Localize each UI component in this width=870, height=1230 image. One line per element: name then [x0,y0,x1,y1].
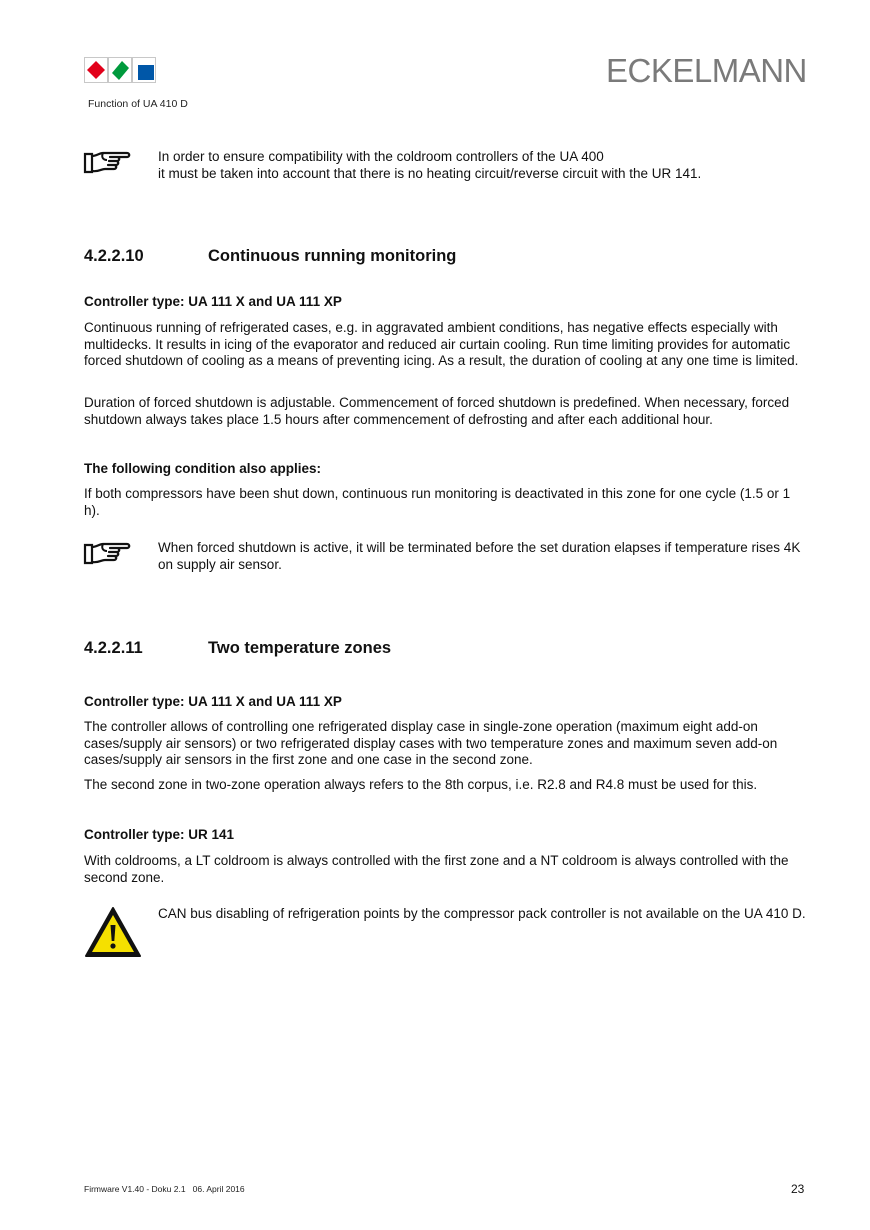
paragraph: The second zone in two-zone operation always refers to the 8th corpus, i.e. R2.8 and R4.8 must be used for this. [84,777,758,792]
controller-type-heading: Controller type: UA 111 X and UA 111 XP [84,694,342,709]
forced-shutdown-note: When forced shutdown is active, it will be terminated before the set duration elapses if temperature rises 4K on supply air sensor. [158,540,801,572]
section-number: 4.2.2.10 [84,247,144,265]
section-title: Continuous running monitoring [208,247,457,265]
controller-type-heading: Controller type: UA 111 X and UA 111 XP [84,294,342,309]
section-number: 4.2.2.11 [84,639,143,657]
compatibility-note [158,149,798,182]
warning-triangle-icon [84,906,142,958]
page-number: 23 [791,1182,805,1196]
note-line-1: In order to ensure compatibility with the coldroom controllers of the UA 400 [158,149,604,164]
pointing-hand-icon [83,150,133,178]
company-logo-icon [84,57,156,83]
pointing-hand-icon [83,541,133,569]
paragraph: Duration of forced shutdown is adjustable. Commencement of forced shutdown is predefined. When necessary, forced shutdown always takes place 1.5 hours after commencement of defrosting and after each additional hour. [84,395,790,427]
can-bus-warning: CAN bus disabling of refrigeration points by the compressor pack controller is not available on the UA 410 D. [158,906,806,921]
note-line-2: it must be taken into account that there is no heating circuit/reverse circuit with the UR 141. [158,165,702,181]
section-heading-continuous-running [84,247,456,266]
paragraph: If both compressors have been shut down, continuous run monitoring is deactivated in this zone for one cycle (1.5 or 1 h). [84,486,791,518]
section-title: Two temperature zones [208,639,392,657]
brand-name: ECKELMANN [606,52,807,89]
condition-heading: The following condition also applies: [84,461,322,476]
running-head: Function of UA 410 D [88,98,188,110]
footer-version: Firmware V1.40 - Doku 2.1 06. April 2016 [84,1184,245,1194]
paragraph: The controller allows of controlling one refrigerated display case in single-zone operation (maximum eight add-on cases/supply air sensors) or two refrigerated display cases with two temperature zones and maximum seven add-on cases/supply air sensors in the first zone and one case in the second zone. [84,719,778,767]
controller-type-heading: Controller type: UR 141 [84,827,235,842]
section-heading-two-temperature-zones [84,639,391,658]
paragraph: Continuous running of refrigerated cases, e.g. in aggravated ambient conditions, has negative effects especially with multidecks. It results in icing of the evaporator and reduced air curtain cooling. Run time limiting provides for automatic forced shutdown of cooling as a means of preventing icing. As a result, the duration of cooling at any one time is limited. [84,320,799,368]
paragraph: With coldrooms, a LT coldroom is always controlled with the first zone and a NT coldroom is always controlled with the second zone. [84,853,789,885]
